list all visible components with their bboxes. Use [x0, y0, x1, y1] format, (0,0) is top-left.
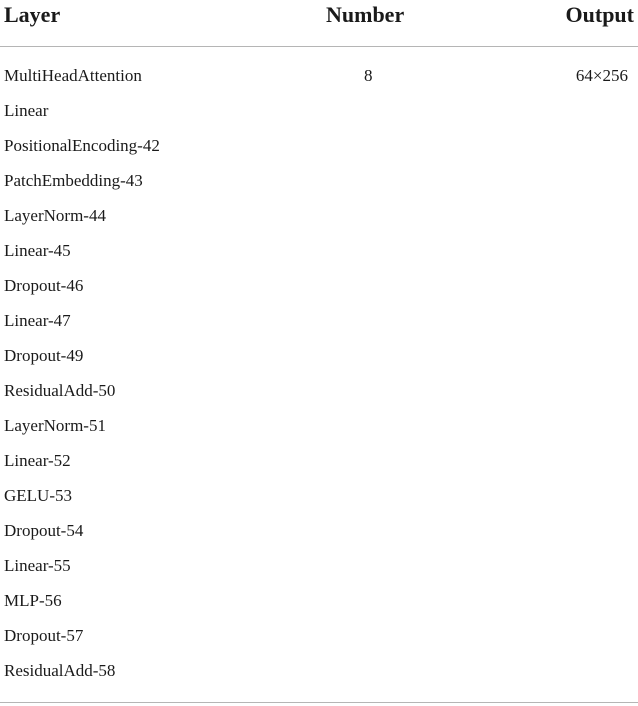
cell-layer: Linear: [4, 101, 49, 120]
cell-layer: LayerNorm-44: [4, 206, 106, 225]
table-row: [0, 619, 638, 654]
table-row: [0, 654, 638, 689]
table-row: [0, 374, 638, 409]
header-number: Number: [326, 2, 405, 27]
table-row: [0, 199, 638, 234]
table-row: [0, 269, 638, 304]
cell-layer: Linear-45: [4, 241, 71, 260]
table-row: [0, 409, 638, 444]
table-row: [0, 444, 638, 479]
table-row: [0, 94, 638, 129]
table-row: [0, 304, 638, 339]
cell-layer: PositionalEncoding-42: [4, 136, 160, 155]
table-row: [0, 59, 638, 94]
cell-layer: PatchEmbedding-43: [4, 171, 143, 190]
table-bottom-rule: [0, 702, 638, 703]
header-output: Output: [565, 2, 634, 27]
cell-layer: MLP-56: [4, 591, 62, 610]
header-layer: Layer: [4, 2, 61, 27]
cell-layer: Linear-47: [4, 311, 71, 330]
table-body: [0, 59, 638, 689]
cell-layer: ResidualAdd-58: [4, 661, 116, 680]
table-row: [0, 129, 638, 164]
cell-layer: Dropout-57: [4, 626, 84, 645]
cell-layer: MultiHeadAttention: [4, 66, 142, 85]
table-row: [0, 514, 638, 549]
table-row: [0, 479, 638, 514]
table-row: [0, 339, 638, 374]
cell-output: 64×256: [575, 66, 628, 85]
cell-layer: GELU-53: [4, 486, 72, 505]
cell-number: 8: [364, 66, 373, 85]
cell-layer: Dropout-46: [4, 276, 84, 295]
cell-layer: Dropout-54: [4, 521, 84, 540]
cell-layer: Linear-55: [4, 556, 71, 575]
cell-layer: ResidualAdd-50: [4, 381, 116, 400]
table-header-row: [0, 0, 638, 30]
table-row: [0, 234, 638, 269]
table-row: [0, 584, 638, 619]
table-row: [0, 549, 638, 584]
cell-layer: Linear-52: [4, 451, 71, 470]
cell-layer: Dropout-49: [4, 346, 84, 365]
header-divider: [0, 46, 638, 47]
cell-layer: LayerNorm-51: [4, 416, 106, 435]
table-row: [0, 164, 638, 199]
